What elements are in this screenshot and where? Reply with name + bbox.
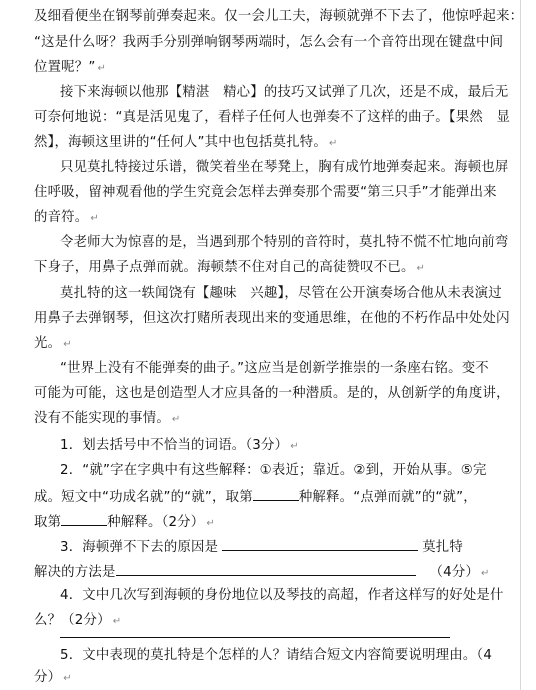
text-line: 位置呢？” ↵ bbox=[34, 60, 107, 75]
question-4: 4．文中几次写到海顿的身份地位以及琴技的高超，作者这样写的好处是什 bbox=[60, 588, 504, 603]
answer-blank[interactable] bbox=[253, 488, 299, 501]
text-line: 可奈何地说：“真是活见鬼了，看样子任何人也弹奏不了这样的曲子。【果然 显 bbox=[34, 110, 511, 125]
text-line: 及细看便坐在钢琴前弹奏起来。仅一会儿工夫，海顿就弹不下去了，他惊呼起来： bbox=[34, 9, 524, 24]
text-line: 令老师大为惊喜的是，当遇到那个特别的音符时，莫扎特不慌不忙地向前弯 bbox=[60, 235, 509, 250]
question-2-line: 取第 种解释。（2分） ↵ bbox=[34, 515, 215, 530]
question-3: 3．海顿弹不下去的原因是 莫扎特 bbox=[60, 540, 463, 555]
paragraph-mark: ↵ bbox=[112, 616, 122, 627]
page-edge bbox=[520, 0, 521, 690]
answer-blank[interactable] bbox=[222, 538, 418, 551]
text-line: 只见莫扎特接过乐谱，微笑着坐在琴凳上，胸有成竹地弹奏起来。海顿也屏 bbox=[60, 160, 509, 175]
question-1: 1．划去括号中不恰当的词语。（3分） ↵ bbox=[60, 438, 299, 453]
question-5: 5．文中表现的莫扎特是个怎样的人？请结合短文内容简要说明理由。（4 bbox=[60, 648, 493, 663]
paragraph-mark: ↵ bbox=[328, 138, 338, 149]
text-line: 没有不能实现的事情。 ↵ bbox=[34, 411, 181, 426]
text-line: 的音符。 ↵ bbox=[34, 210, 99, 225]
text-line: “世界上没有不能弹奏的曲子。”这应当是创新学推崇的一条座右铭。变不 bbox=[60, 361, 489, 376]
text-line: “这是什么呀？我两手分别弹响钢琴两端时，怎么会有一个音符出现在键盘中间 bbox=[34, 35, 504, 50]
paragraph-mark: ↵ bbox=[90, 213, 99, 224]
answer-blank[interactable] bbox=[116, 563, 416, 576]
text-line: 下身子，用鼻子点弹而就。海顿禁不住对自己的高徒赞叹不已。 ↵ bbox=[34, 260, 426, 275]
paragraph-mark: ↵ bbox=[63, 339, 72, 350]
text-line: 接下来海顿以他那【精湛 精心】的技巧又试弹了几次，还是不成，最后无 bbox=[60, 85, 509, 100]
answer-blank[interactable] bbox=[61, 513, 107, 526]
text-line: 然】，海顿这里讲的“任何人”其中也包括莫扎特。 ↵ bbox=[34, 135, 338, 150]
text-line: 莫扎特的这一轶闻饶有【趣味 兴趣】，尽管在公开演奏场合他从未表演过 bbox=[60, 286, 502, 301]
question-4-line: 么？（2分） ↵ bbox=[34, 613, 122, 628]
question-2: 2．“就”字在字典中有这些解释：①表近；靠近。②到，开始从事。⑤完 bbox=[60, 463, 487, 478]
text-line: 住呼吸，留神观看他的学生究竟会怎样去弹奏那个需要“第三只手”才能弹出来 bbox=[34, 185, 497, 200]
question-5-line: 分） ↵ bbox=[34, 670, 72, 685]
paragraph-mark: ↵ bbox=[171, 414, 181, 425]
text-line: 用鼻子去弹钢琴，但这次打赌所表现出来的变通思维，在他的不朽作品中处处闪 bbox=[34, 311, 510, 326]
answer-line[interactable] bbox=[60, 637, 450, 638]
question-2-line: 成。短文中“功成名就”的“就”，取第 种解释。“点弹而就”的“就”， bbox=[34, 490, 477, 505]
text-line: 可能为可能，这也是创造型人才应具备的一种潜质。是的，从创新学的角度讲， bbox=[34, 386, 510, 401]
paragraph-mark: ↵ bbox=[290, 441, 299, 452]
paragraph-mark: ↵ bbox=[97, 63, 107, 74]
paragraph-mark: ↵ bbox=[416, 263, 426, 274]
paragraph-mark: ↵ bbox=[481, 568, 490, 579]
text-line: 光。 ↵ bbox=[34, 336, 72, 351]
question-3-line: 解决的方法是 （4分） ↵ bbox=[34, 565, 490, 580]
paragraph-mark: ↵ bbox=[206, 518, 215, 529]
paragraph-mark: ↵ bbox=[63, 673, 72, 684]
